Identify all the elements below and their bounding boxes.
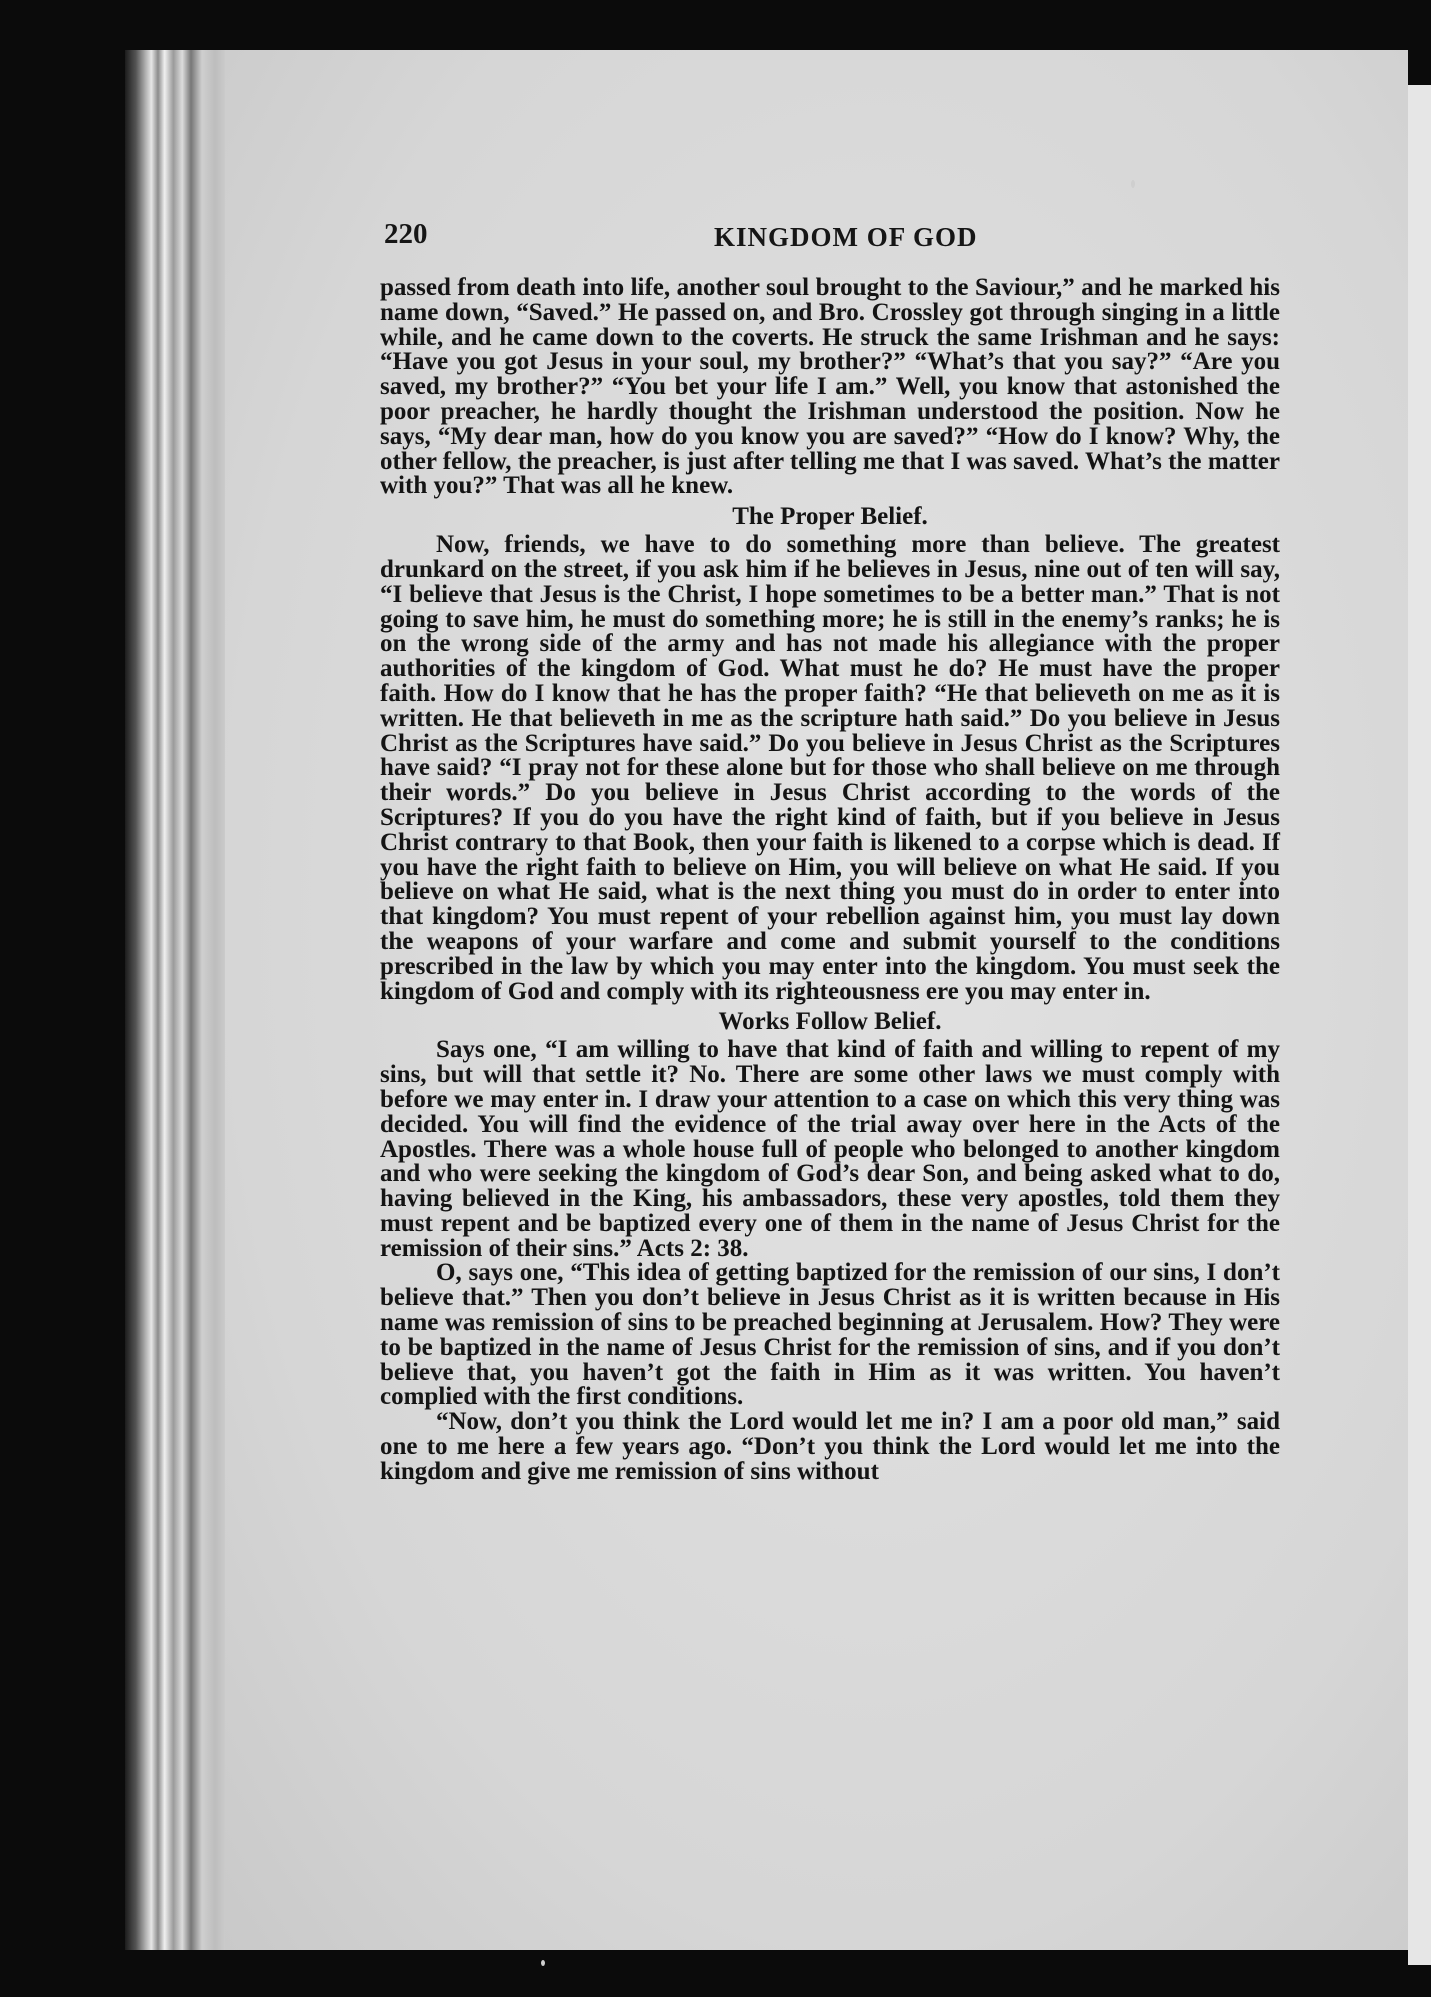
page-body — [380, 276, 1280, 1485]
dust-speck — [1131, 180, 1135, 188]
section-heading: Works Follow Belief. — [718, 1008, 942, 1036]
dust-speck — [541, 1960, 545, 1966]
page-header — [384, 218, 1284, 258]
paragraph: Says one, “I am willing to have that kind of faith and willing to repent of my sins, but will that settle it? No. There are some other laws we must comply with before we may enter in. I draw your attention to a case on which this very thing was decided. You will find the evidence of the trial away over here in the Acts of the Apostles. There was a whole house full of people who belonged to another kingdom and who were seeking the kingdom of God’s dear Son, and being asked what to do, having believed in the King, his ambassadors, these very apostles, told them they must repent and be baptized every one of them in the name of Jesus Christ for the remission of their sins.” Acts 2: 38. — [380, 1036, 1280, 1262]
running-head: KINGDOM OF GOD — [714, 222, 978, 252]
section-heading: The Proper Belief. — [732, 503, 928, 531]
paragraph: “Now, don’t you think the Lord would let me in? I am a poor old man,” said one to me here a few years ago. “Don’t you think the Lord would let me into the kingdom and give me remission of sins without — [380, 1408, 1280, 1485]
paragraph: passed from death into life, another soul brought to the Saviour,” and he marked his name down, “Saved.” He passed on, and Bro. Crossley got through singing in a little while, and he came down to the coverts. He struck the same Irishman and he says: “Have you got Jesus in your soul, my brother?” “What’s that you say?” “Are you saved, my brother?” “You bet your life I am.” Well, you know that astonished the poor preacher, he hardly thought the Irishman understood the position. Now he says, “My dear man, how do you know you are saved?” “How do I know? Why, the other fellow, the preacher, is just after telling me that I was saved. What’s the matter with you?” That was all he knew. — [380, 274, 1280, 500]
paragraph: Now, friends, we have to do something more than believe. The greatest drunkard on the street, if you ask him if he believes in Jesus, nine out of ten will say, “I believe that Jesus is the Christ, I hope sometimes to be a better man.” That is not going to save him, he must do something more; he is still in the enemy’s ranks; he is on the wrong side of the army and has not made his allegiance with the proper authorities of the kingdom of God. What must he do? He must have the proper faith. How do I know that he has the proper faith? “He that believeth on me as it is written. He that believeth in me as the scripture hath said.” Do you believe in Jesus Christ as the Scriptures have said.” Do you believe in Jesus Christ as the Scriptures have said? “I pray not for these alone but for those who shall believe on me through their words.” Do you believe in Jesus Christ according to the words of the Scriptures? If you do you have the right kind of faith, but if you believe in Jesus Christ contrary to that Book, then your faith is likened to a corpse which is dead. If you have the right faith to believe on Him, you will believe on what He said. If you believe on what He said, what is the next thing you must do in order to enter into that kingdom? You must repent of your rebellion against him, you must lay down the weapons of your warfare and come and submit yourself to the conditions prescribed in the law by which you may enter into the kingdom. You must seek the kingdom of God and comply with its righteousness ere you may enter in. — [380, 531, 1280, 1005]
paragraph: O, says one, “This idea of getting baptized for the remission of our sins, I don’t believe that.” Then you don’t believe in Jesus Christ as it is written because in His name was remission of sins to be preached beginning at Jerusalem. How? They were to be baptized in the name of Jesus Christ for the remission of sins, and if you don’t believe that, you haven’t got the faith in Him as it was written. You haven’t complied with the first conditions. — [380, 1259, 1280, 1411]
book-page-edges — [125, 50, 235, 1950]
page-number: 220 — [384, 218, 428, 250]
next-page-edge — [1408, 85, 1431, 1965]
